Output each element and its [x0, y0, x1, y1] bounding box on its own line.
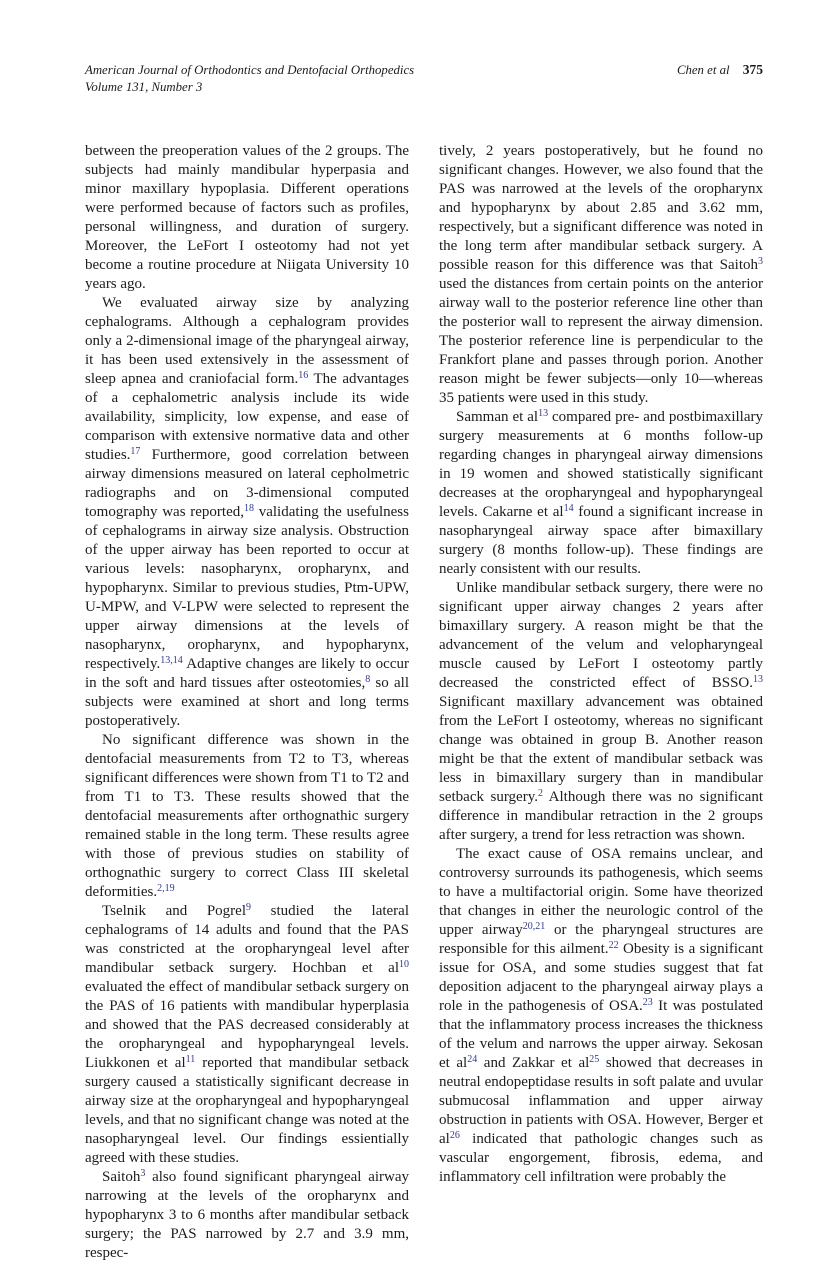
body-text: also found significant pharyngeal airway narrowing at the levels of the oropharynx and hypopharynx 3 to 6 months after mandibular setback surgery; the PAS narrowed by 2.7 and 3.9 mm, respec- [85, 1169, 409, 1261]
body-text: The advantages of a cephalometric analysis include its wide availability, simplicity, low expense, and ease of comparison with extensive normative data and other studies. [85, 371, 410, 463]
left-column [85, 142, 409, 1263]
body-text: The exact cause of OSA remains unclear, and controversy surrounds its pathogenesis, which seems to have a multifactorial origin. Some have theorized that changes in either the neurologic control of the upper airway [439, 846, 763, 938]
citation-superscript[interactable]: 2 [537, 788, 543, 799]
body-text: reported that mandibular setback surgery caused a statistically significant decrease in airway size at the oropharyngeal and hypopharyngeal levels, and that no significant change was noted at the nasopharyngeal level. Our findings essientially agreed with these studies. [85, 1055, 409, 1166]
journal-volume: Volume 131, Number 3 [85, 79, 203, 94]
body-text: so all subjects were examined at short and long terms postoperatively. [85, 675, 409, 729]
body-text: Saitoh [102, 1169, 141, 1185]
body-text: showed that decreases in neutral endopeptidase results in soft palate and uvular submucosal inflammation and upper airway obstruction in patients with OSA. However, Berger et al [439, 1055, 763, 1147]
body-text: indicated that pathologic changes such as vascular engorgement, fibrosis, edema, and inflammatory cell infiltration were probably the [439, 1131, 763, 1185]
right-column [439, 142, 763, 1263]
body-text: tively, 2 years postoperatively, but he found no significant changes. However, we also found that the PAS was narrowed at the levels of the oropharynx and hypopharynx by about 2.85 and 3.62 mm, respectively, but a significant difference was noted in the long term after mandibular setback surgery. A possible reason for this difference was that Saitoh [439, 143, 763, 273]
body-text: Obesity is a significant issue for OSA, and some studies suggest that fat deposition adjacent to the pharyngeal airway plays a role in the pathogenesis of OSA. [439, 941, 763, 1014]
citation-superscript[interactable]: 20,21 [522, 921, 546, 932]
citation-superscript[interactable]: 22 [608, 940, 619, 951]
page-header [85, 62, 763, 95]
body-text: found a significant increase in nasopharyngeal airway space after bimaxillary surgery (8 months follow-up). These findings are nearly consistent with our results. [439, 504, 763, 577]
body-text: Samman et al [456, 409, 539, 425]
body-text: Unlike mandibular setback surgery, there were no significant upper airway changes 2 years after bimaxillary surgery. A reason might be that the advancement of the velum and velopharyngeal muscle caused by LeFort I osteotomy partly decreased the constricted effect of BSSO. [439, 580, 763, 691]
citation-superscript[interactable]: 3 [140, 1168, 146, 1179]
citation-superscript[interactable]: 13 [753, 674, 763, 685]
paragraph [85, 142, 409, 294]
body-text: validating the usefulness of cephalograms in airway size analysis. Obstruction of the upper airway has been reported to occur at various levels: nasopharynx, oropharynx, and hypopharynx. Similar to previous studies, Ptm-UPW, U-MPW, and V-LPW were selected to represent the upper airway dimensions at the levels of nasopharynx, oropharynx, and hypopharynx, respectively. [85, 504, 409, 672]
running-authors: Chen et al [676, 63, 730, 77]
citation-superscript[interactable]: 10 [399, 959, 409, 970]
citation-superscript[interactable]: 18 [244, 503, 254, 514]
citation-superscript[interactable]: 23 [642, 997, 653, 1008]
body-text: Although there was no significant difference in mandibular retraction in the 2 groups after surgery, a trend for less retraction was shown. [439, 789, 763, 843]
body-text: Tselnik and Pogrel [102, 903, 247, 919]
body-text: It was postulated that the inflammatory process increases the thickness of the velum and narrows the upper airway. Sekosan et al [439, 998, 763, 1071]
body-text: studied the lateral cephalograms of 14 adults and found that the PAS was constricted at the oropharyngeal level after mandibular setback surgery. Hochban et al [85, 903, 409, 976]
journal-header-left [85, 62, 414, 95]
body-text: compared pre- and postbimaxillary surgery measurements at 6 months follow-up regarding changes in pharyngeal airway dimensions in 19 women and showed statistically significant decreases at the oropharyngeal and hypopharyngeal levels. Cakarne et al [439, 409, 763, 520]
body-text: Adaptive changes are likely to occur in the soft and hard tissues after osteotomies, [85, 656, 409, 691]
body-text: Furthermore, good correlation between airway dimensions measured on lateral cepholmetric radiographs and on 3-dimensional computed tomography was reported, [85, 447, 409, 520]
paragraph [85, 1168, 409, 1263]
citation-superscript[interactable]: 16 [298, 370, 309, 381]
citation-superscript[interactable]: 13 [538, 408, 549, 419]
citation-superscript[interactable]: 24 [467, 1054, 478, 1065]
citation-superscript[interactable]: 8 [365, 674, 371, 685]
citation-superscript[interactable]: 13,14 [160, 655, 183, 666]
paragraph [85, 731, 409, 902]
citation-superscript[interactable]: 14 [563, 503, 574, 514]
citation-superscript[interactable]: 11 [185, 1054, 196, 1065]
body-text: We evaluated airway size by analyzing cephalograms. Although a cephalogram provides only a 2-dimensional image of the pharyngeal airway, it has been used extensively in the assessment of sleep apnea and craniofacial form. [85, 295, 409, 387]
article-body [85, 142, 763, 1263]
citation-superscript[interactable]: 2,19 [157, 883, 175, 894]
paragraph [85, 294, 409, 731]
page-number: 375 [742, 62, 763, 77]
journal-page [85, 62, 763, 1263]
body-text: and Zakkar et al [477, 1055, 590, 1071]
body-text: Significant maxillary advancement was obtained from the LeFort I osteotomy, whereas no significant change was obtained in group B. Another reason might be that the extent of mandibular setback was less in bimaxillary surgery than in mandibular setback surgery. [439, 694, 763, 805]
body-text: used the distances from certain points on the anterior airway wall to the posterior reference line other than the posterior wall to represent the airway dimension. The posterior reference line is perpendicular to the Frankfort plane and passes through porion. Another reason might be fewer subjects—only 10—whereas 35 patients were used in this study. [439, 276, 763, 406]
citation-superscript[interactable]: 17 [130, 446, 141, 457]
body-text: or the pharyngeal structures are responsible for this ailment. [439, 922, 763, 957]
citation-superscript[interactable]: 3 [758, 256, 763, 267]
journal-title: American Journal of Orthodontics and Dentofacial Orthopedics [85, 63, 415, 77]
paragraph [439, 142, 763, 408]
paragraph [439, 579, 763, 845]
journal-header-right [677, 62, 763, 79]
paragraph [439, 845, 763, 1187]
body-text: evaluated the effect of mandibular setback surgery on the PAS of 16 patients with mandibular hyperplasia and showed that the PAS decreased considerably at the oropharyngeal and hypopharyngeal levels. Liukkonen et al [85, 979, 409, 1071]
body-text: No significant difference was shown in the dentofacial measurements from T2 to T3, whereas significant differences were shown from T1 to T2 and from T1 to T3. These results showed that the dentofacial measurements after orthognathic surgery remained stable in the long term. These results agree with those of previous studies on stability of orthognathic surgery to correct Class III skeletal deformities. [85, 732, 409, 900]
body-text: between the preoperation values of the 2 groups. The subjects had mainly mandibular hyperpasia and minor maxillary hypoplasia. Different operations were performed because of factors such as profiles, personal willingness, and duration of surgery. Moreover, the LeFort I osteotomy had not yet become a routine procedure at Niigata University 10 years ago. [85, 143, 409, 292]
paragraph [439, 408, 763, 579]
citation-superscript[interactable]: 9 [246, 902, 252, 913]
citation-superscript[interactable]: 26 [449, 1130, 460, 1141]
paragraph [85, 902, 409, 1168]
citation-superscript[interactable]: 25 [589, 1054, 600, 1065]
